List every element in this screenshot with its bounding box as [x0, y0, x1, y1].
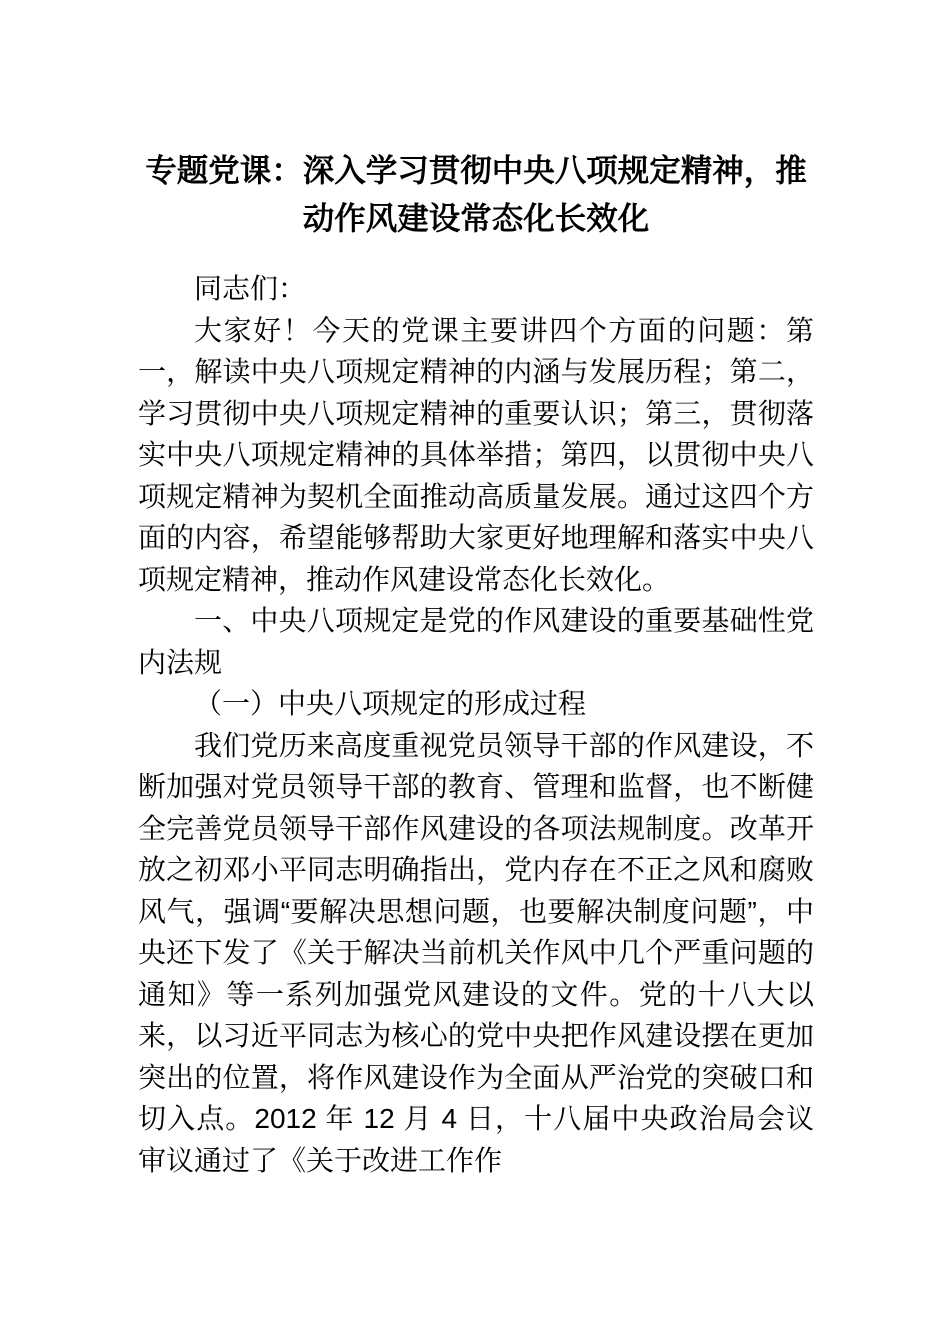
section-heading-level-2: （一）中央八项规定的形成过程 [194, 688, 587, 719]
intro-paragraph: 大家好！今天的党课主要讲四个方面的问题：第一，解读中央八项规定精神的内涵与发展历程；第二，学习贯彻中央八项规定精神的重要认识；第三，贯彻落实中央八项规定精神的具体举措；第四，以贯彻中央八项规定精神为契机全面推动高质量发展。通过这四个方面的内容，希望能够帮助大家更好地理解和落实中央八项规定精神，推动作风建设常态化长效化。 [138, 314, 814, 595]
document-body [138, 0, 814, 1181]
salutation-paragraph: 同志们： [194, 273, 307, 304]
page-title: 专题党课：深入学习贯彻中央八项规定精神，推动作风建设常态化长效化 [145, 152, 807, 236]
section-body-paragraph: 我们党历来高度重视党员领导干部的作风建设，不断加强对党员领导干部的教育、管理和监督，也不断健全完善党员领导干部作风建设的各项法规制度。改革开放之初邓小平同志明确指出，党内存在不正之风和腐败风气，强调“要解决思想问题，也要解决制度问题”，中央还下发了《关于解决当前机关作风中几个严重问题的通知》等一系列加强党风建设的文件。党的十八大以来，以习近平同志为核心的党中央把作风建设摆在更加突出的位置，将作风建设作为全面从严治党的突破口和切入点。2012 年 12 月 4 日，十八届中央政治局会议审议通过了《关于改进工作作 [138, 729, 814, 1176]
section-heading-level-1: 一、中央八项规定是党的作风建设的重要基础性党内法规 [138, 605, 814, 678]
